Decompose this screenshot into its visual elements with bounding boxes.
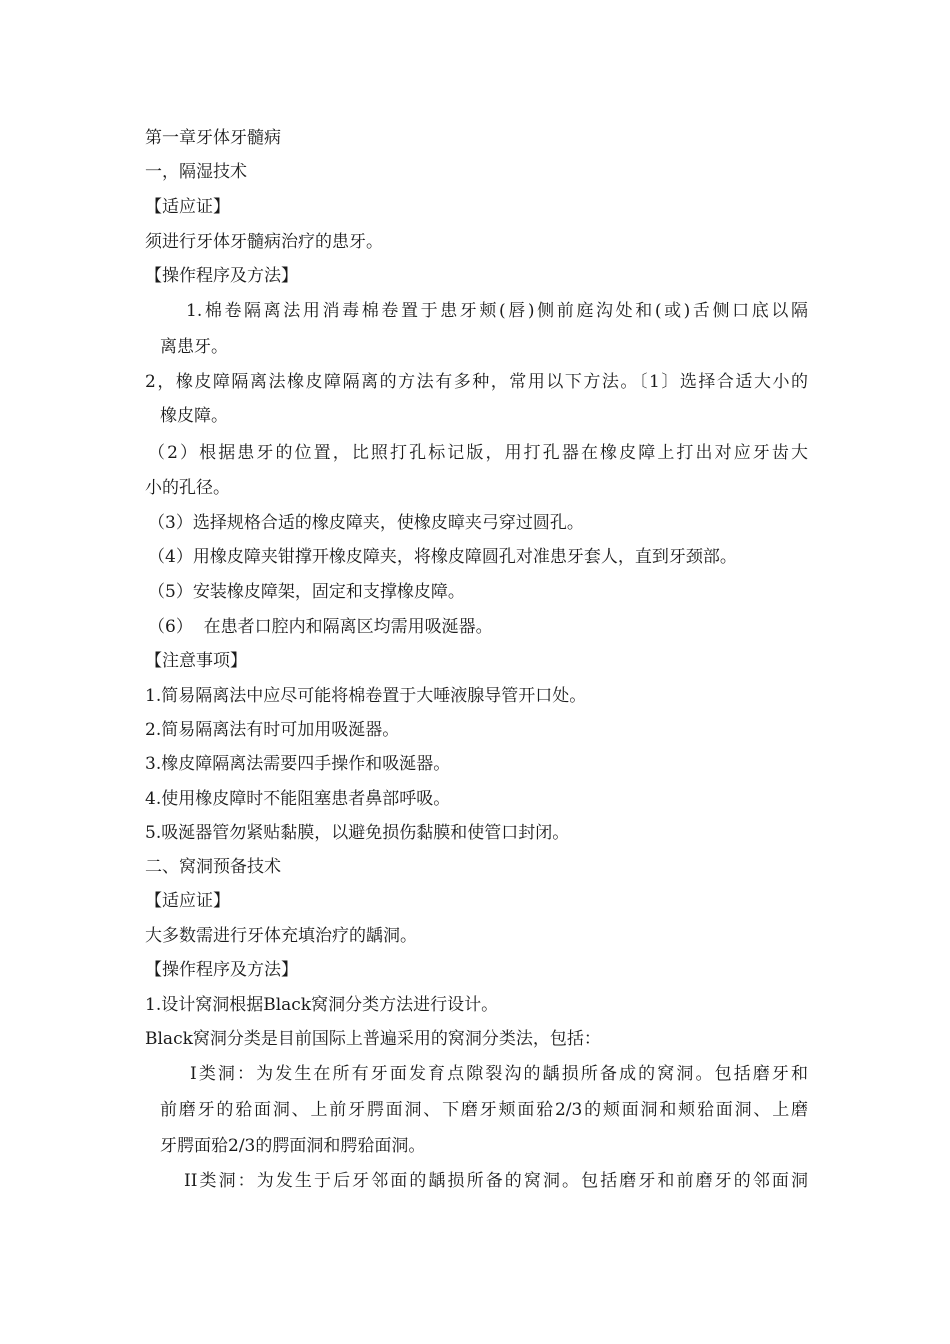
paragraph-line: （3）选择规格合适的橡皮障夹，使橡皮暲夹弓穿过圆孔。 (148, 513, 584, 533)
paragraph-line: 离患牙。 (160, 337, 228, 357)
list-item: 1.简易隔离法中应尽可能将棉卷置于大唾液腺导管开口处。 (145, 686, 587, 706)
paragraph-line: 大多数需进行牙体充填治疗的龋洞。 (145, 926, 417, 946)
list-item: 4.使用橡皮障时不能阻塞患者鼻部呼吸。 (145, 789, 451, 809)
list-item: 2.简易隔离法有时可加用吸涎器。 (145, 720, 400, 740)
subheading: 【适应证】 (145, 891, 230, 911)
paragraph-line: 牙腭面𬌗2/3的腭面洞和腭𬌗面洞。 (160, 1136, 426, 1156)
paragraph-line: 前磨牙的𬌗面洞、上前牙腭面洞、下磨牙颊面𬌗2/3的颊面洞和颊𬌗面洞、上磨 (160, 1100, 808, 1120)
list-item: 3.橡皮障隔离法需要四手操作和吸涎器。 (145, 754, 451, 774)
section-heading: 二、窝洞预备技术 (145, 857, 281, 877)
paragraph-line: 2，橡皮障隔离法橡皮障隔离的方法有多种，常用以下方法。〔1〕选择合适大小的 (145, 372, 808, 392)
section-heading: 一，隔湿技术 (145, 162, 247, 182)
paragraph-line: （2）根据患牙的位置，比照打孔标记版，用打孔器在橡皮障上打出对应牙齿大 (148, 443, 808, 463)
paragraph-line: I类洞：为发生在所有牙面发育点隙裂沟的龋损所备成的窝洞。包括磨牙和 (190, 1064, 808, 1084)
paragraph-line: 橡皮障。 (160, 406, 228, 426)
paragraph-line: （4）用橡皮障夹钳撑开橡皮障夹，将橡皮障圆孔对准患牙套人，直到牙颈部。 (148, 547, 737, 567)
paragraph-line: （5）安装橡皮障架，固定和支撑橡皮障。 (148, 582, 465, 602)
paragraph-line: 须进行牙体牙髓病治疗的患牙。 (145, 232, 383, 252)
subheading: 【操作程序及方法】 (145, 266, 298, 286)
paragraph-line: 小的孔径。 (145, 478, 230, 498)
paragraph-line: （6） 在患者口腔内和隔离区均需用吸涎器。 (148, 617, 493, 637)
subheading: 【注意事项】 (145, 651, 247, 671)
paragraph-line: II类洞：为发生于后牙邻面的龋损所备的窝洞。包括磨牙和前磨牙的邻面洞 (184, 1171, 808, 1191)
subheading: 【操作程序及方法】 (145, 960, 298, 980)
paragraph-line: 1.设计窝洞根据Black窝洞分类方法进行设计。 (145, 995, 499, 1015)
paragraph-line: 1.棉卷隔离法用消毒棉卷置于患牙颊(唇)侧前庭沟处和(或)舌侧口底以隔 (186, 301, 808, 321)
list-item: 5.吸涎器管勿紧贴黏膜，以避免损伤黏膜和使管口封闭。 (145, 823, 570, 843)
paragraph-line: Black窝洞分类是目前国际上普遍采用的窝洞分类法，包括： (145, 1029, 601, 1049)
subheading: 【适应证】 (145, 197, 230, 217)
chapter-title: 第一章牙体牙髓病 (145, 128, 281, 148)
